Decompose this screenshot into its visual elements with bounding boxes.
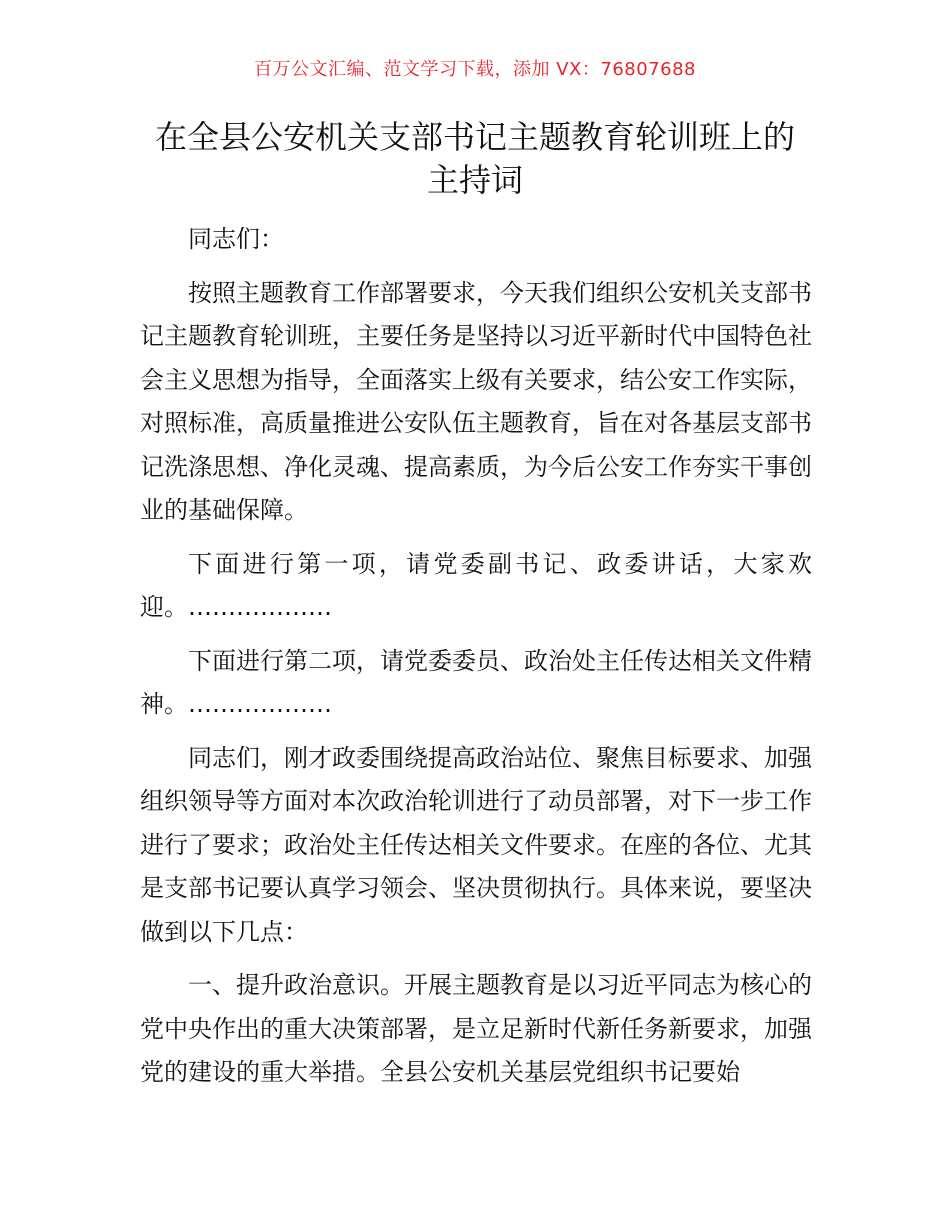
paragraph-item-2: 下面进行第二项，请党委委员、政治处主任传达相关文件精神。……………… (140, 646, 812, 718)
paragraph-item-1: 下面进行第一项，请党委副书记、政委讲话，大家欢迎。……………… (140, 549, 812, 621)
document-body (140, 218, 812, 1105)
title-line-2: 主持词 (426, 161, 523, 199)
document-title (120, 116, 830, 202)
greeting: 同志们： (188, 225, 284, 253)
paragraph-intro: 按照主题教育工作部署要求，今天我们组织公安机关支部书记主题教育轮训班，主要任务是坚持以习近平新时代中国特色社会主义思想为指导，全面落实上级有关要求，结公安工作实际，对照标准，高质量推进公安队伍主题教育，旨在对各基层支部书记洗涤思想、净化灵魂、提高素质，为今后公安工作夯实干事创业的基础保障。 (140, 278, 812, 524)
title-line-1: 在全县公安机关支部书记主题教育轮训班上的 (154, 118, 795, 156)
paragraph-summary: 同志们，刚才政委围绕提高政治站位、聚焦目标要求、加强组织领导等方面对本次政治轮训进行了动员部署，对下一步工作进行了要求；政治处主任传达相关文件要求。在座的各位、尤其是支部书记要认真学习领会、坚决贯彻执行。具体来说，要坚决做到以下几点： (140, 743, 812, 946)
paragraph-point-1: 一、提升政治意识。开展主题教育是以习近平同志为核心的党中央作出的重大决策部署，是立足新时代新任务新要求，加强党的建设的重大举措。全县公安机关基层党组织书记要始 (140, 971, 812, 1086)
watermark-banner: 百万公文汇编、范文学习下载，添加 VX：76807688 (254, 59, 696, 80)
